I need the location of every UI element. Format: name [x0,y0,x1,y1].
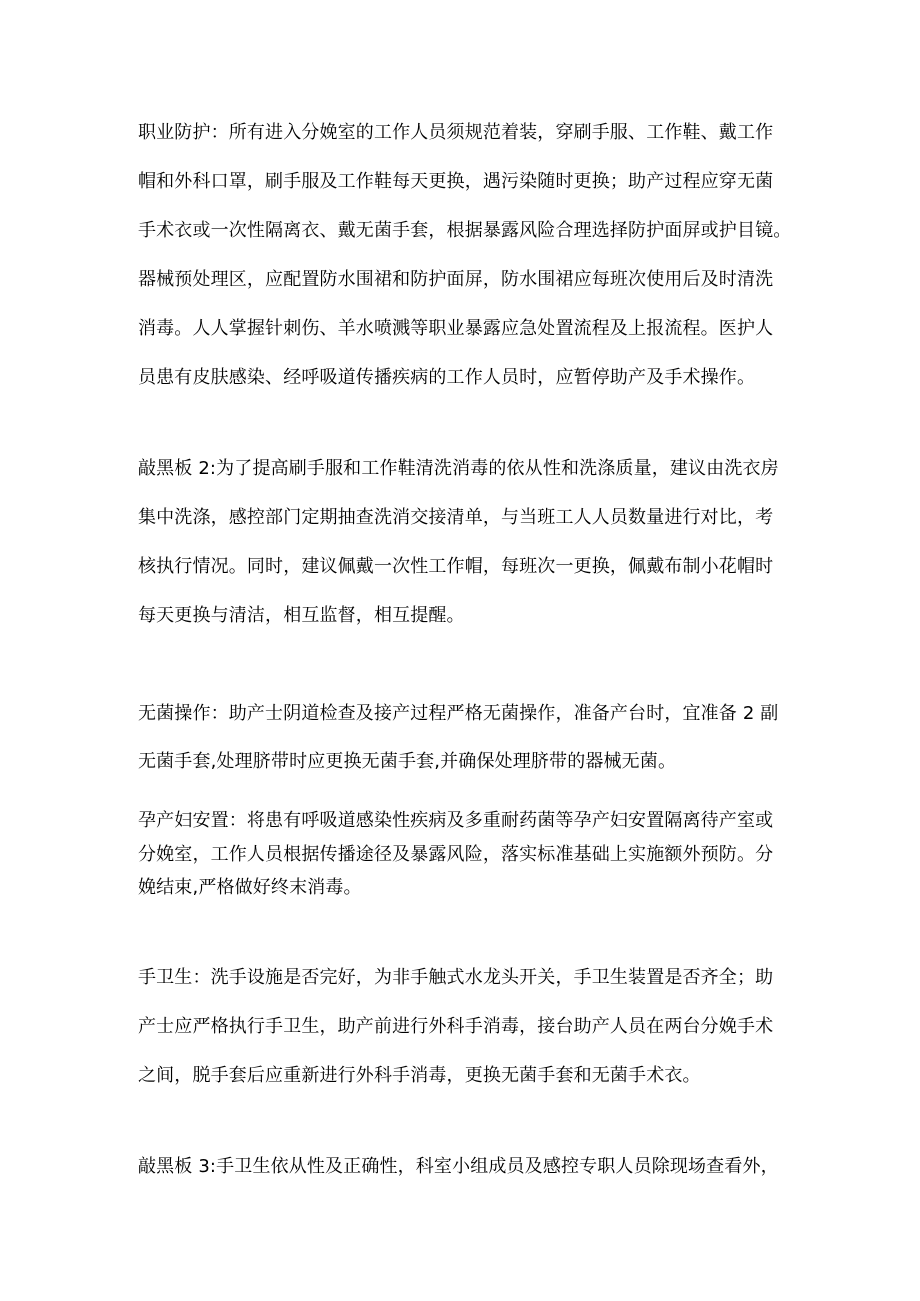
occupational-protection-line: 手术衣或一次性隔离衣、戴无菌手套，根据暴露风险合理选择防护面屏或护目镜。 [138,220,792,241]
maternal-placement-line: 分娩室，工作人员根据传播途径及暴露风险，落实标准基础上实施额外预防。分 [138,844,774,865]
occupational-protection-line: 器械预处理区，应配置防水围裙和防护面屏，防水围裙应每班次使用后及时清洗 [138,269,774,290]
occupational-protection-line: 消毒。人人掌握针刺伤、羊水喷溅等职业暴露应急处置流程及上报流程。医护人 [138,318,774,339]
occupational-protection-line: 职业防护：所有进入分娩室的工作人员须规范着装，穿刷手服、工作鞋、戴工作 [138,122,774,143]
blackboard-2-line: 集中洗涤，感控部门定期抽查洗消交接清单，与当班工人人员数量进行对比，考 [138,507,774,528]
blackboard-2-line: 核执行情况。同时，建议佩戴一次性工作帽，每班次一更换，佩戴布制小花帽时 [138,556,774,577]
hand-hygiene-line: 产士应严格执行手卫生，助产前进行外科手消毒，接台助产人员在两台分娩手术 [138,1016,774,1037]
aseptic-operation-line: 无菌手套,处理脐带时应更换无菌手套,并确保处理脐带的器械无菌。 [138,751,677,772]
blackboard-3-line: 敲黑板 3:手卫生依从性及正确性，科室小组成员及感控专职人员除现场查看外， [138,1156,779,1177]
hand-hygiene-line: 手卫生：洗手设施是否完好，为非手触式水龙头开关，手卫生装置是否齐全；助 [138,967,774,988]
occupational-protection-line: 员患有皮肤感染、经呼吸道传播疾病的工作人员时，应暂停助产及手术操作。 [138,367,756,388]
occupational-protection-line: 帽和外科口罩，刷手服及工作鞋每天更换，遇污染随时更换；助产过程应穿无菌 [138,171,774,192]
maternal-placement-line: 娩结束,严格做好终末消毒。 [138,877,362,898]
aseptic-operation-line: 无菌操作：助产士阴道检查及接产过程严格无菌操作，准备产台时，宜准备 2 副 [138,703,779,724]
maternal-placement-line: 孕产妇安置：将患有呼吸道感染性疾病及多重耐药菌等孕产妇安置隔离待产室或 [138,810,774,831]
blackboard-2-line: 敲黑板 2:为了提高刷手服和工作鞋清洗消毒的依从性和洗涤质量，建议由洗衣房 [138,458,779,479]
hand-hygiene-line: 之间，脱手套后应重新进行外科手消毒，更换无菌手套和无菌手术衣。 [138,1065,701,1086]
blackboard-2-line: 每天更换与清洁，相互监督，相互提醒。 [138,605,465,626]
